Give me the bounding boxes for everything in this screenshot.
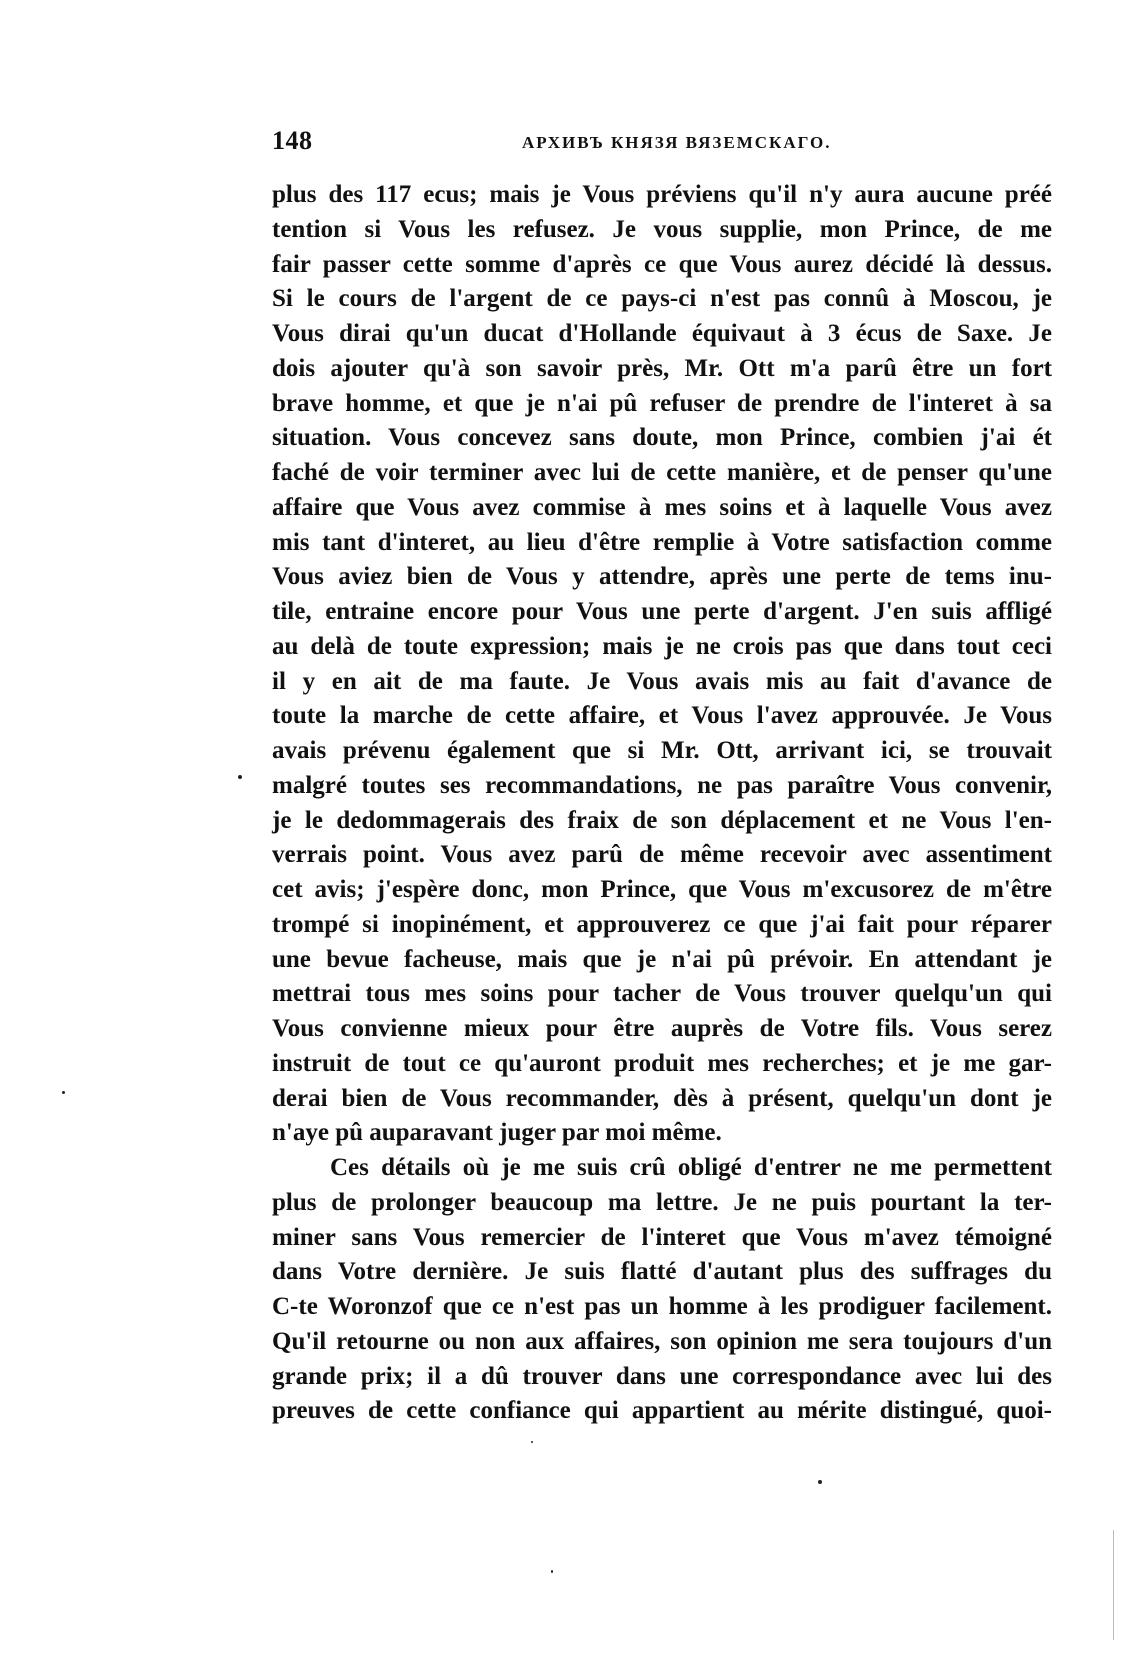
running-title: АРХИВЪ КНЯЗЯ ВЯЗЕМСКАГО. [522,133,832,152]
text-line: dans Votre dernière. Je suis flatté d'autant plus des suffrages du [272,1258,1052,1286]
text-line: miner sans Vous remercier de l'interet que Vous m'avez témoigné [272,1223,1052,1251]
text-line: toute la marche de cette affaire, et Vous l'avez approuvée. Je Vous [272,702,1052,730]
text-line: une bevue facheuse, mais que je n'ai pû prévoir. En attendant je [272,945,1052,973]
text-line: Si le cours de l'argent de ce pays-ci n'est pas connû à Moscou, je [272,285,1052,313]
scan-speck [62,1091,65,1094]
text-line: plus de prolonger beaucoup ma lettre. Je ne puis pourtant la ter- [272,1188,1052,1216]
text-line: trompé si inopinément, et approuverez ce que j'ai fait pour réparer [272,910,1052,938]
paragraph-2 [272,1151,1052,1429]
text-line: plus des 117 ecus; mais je Vous préviens qu'il n'y aura aucune préé [272,181,1052,208]
text-line: fair passer cette somme d'après ce que Vous aurez décidé là dessus. [272,250,1052,278]
text-line: grande prix; il a dû trouver dans une correspondance avec lui des [272,1362,1052,1390]
text-line: il y en ait de ma faute. Je Vous avais mis au fait d'avance de [272,667,1052,695]
text-line: au delà de toute expression; mais je ne crois pas que dans tout ceci [272,632,1052,660]
text-line: dois ajouter qu'à son savoir près, Mr. Ott m'a parû être un fort [272,354,1052,382]
body-text [272,178,1052,1429]
text-line: mettrai tous mes soins pour tacher de Vous trouver quelqu'un qui [272,980,1052,1008]
text-line: Vous dirai qu'un ducat d'Hollande équivaut à 3 écus de Saxe. Je [272,320,1052,347]
text-line: instruit de tout ce qu'auront produit mes recherches; et je me gar- [272,1049,1052,1077]
text-line: verrais point. Vous avez parû de même recevoir avec assentiment [272,841,1052,869]
text-line: derai bien de Vous recommander, dès à présent, quelqu'un dont je [272,1084,1052,1112]
text-line: tile, entraine encore pour Vous une perte d'argent. J'en suis affligé [272,598,1052,625]
text-line: tention si Vous les refusez. Je vous supplie, mon Prince, de me [272,215,1052,243]
text-line: Vous aviez bien de Vous y attendre, après une perte de tems inu- [272,563,1052,591]
text-line: C-te Woronzof que ce n'est pas un homme à les prodiguer facilement. [272,1293,1052,1320]
text-line: preuves de cette confiance qui appartient au mérite distingué, quoi- [272,1397,1052,1425]
page-number: 148 [272,126,313,155]
text-line: Qu'il retourne ou non aux affaires, son opinion me sera toujours d'un [272,1327,1052,1355]
text-line: je le dedommagerais des fraix de son déplacement et ne Vous l'en- [272,806,1052,834]
text-line: malgré toutes ses recommandations, ne pas paraître Vous convenir, [272,771,1052,799]
text-line: Ces détails où je me suis crû obligé d'entrer ne me permettent [330,1154,1052,1181]
page-header [272,126,1052,166]
scan-speck [818,1480,822,1484]
scan-speck [551,1570,553,1573]
text-line: faché de voir terminer avec lui de cette manière, et de penser qu'une [272,459,1052,486]
paragraph-1 [272,178,1052,1151]
text-line: cet avis; j'espère donc, mon Prince, que Vous m'excusorez de m'être [272,876,1052,903]
text-line: mis tant d'interet, au lieu d'être remplie à Votre satisfaction comme [272,528,1052,556]
text-line: Vous convienne mieux pour être auprès de Votre fils. Vous serez [272,1015,1052,1042]
scan-speck [238,775,242,779]
text-line: brave homme, et que je n'ai pû refuser de prendre de l'interet à sa [272,389,1052,417]
text-line: avais prévenu également que si Mr. Ott, arrivant ici, se trouvait [272,737,1052,764]
text-line: affaire que Vous avez commise à mes soins et à laquelle Vous avez [272,493,1052,521]
scan-edge-line [1113,1530,1114,1640]
text-line: n'aye pû auparavant juger par moi même. [272,1119,722,1147]
scan-speck [531,1441,533,1443]
text-line: situation. Vous concevez sans doute, mon Prince, combien j'ai ét [272,424,1052,452]
